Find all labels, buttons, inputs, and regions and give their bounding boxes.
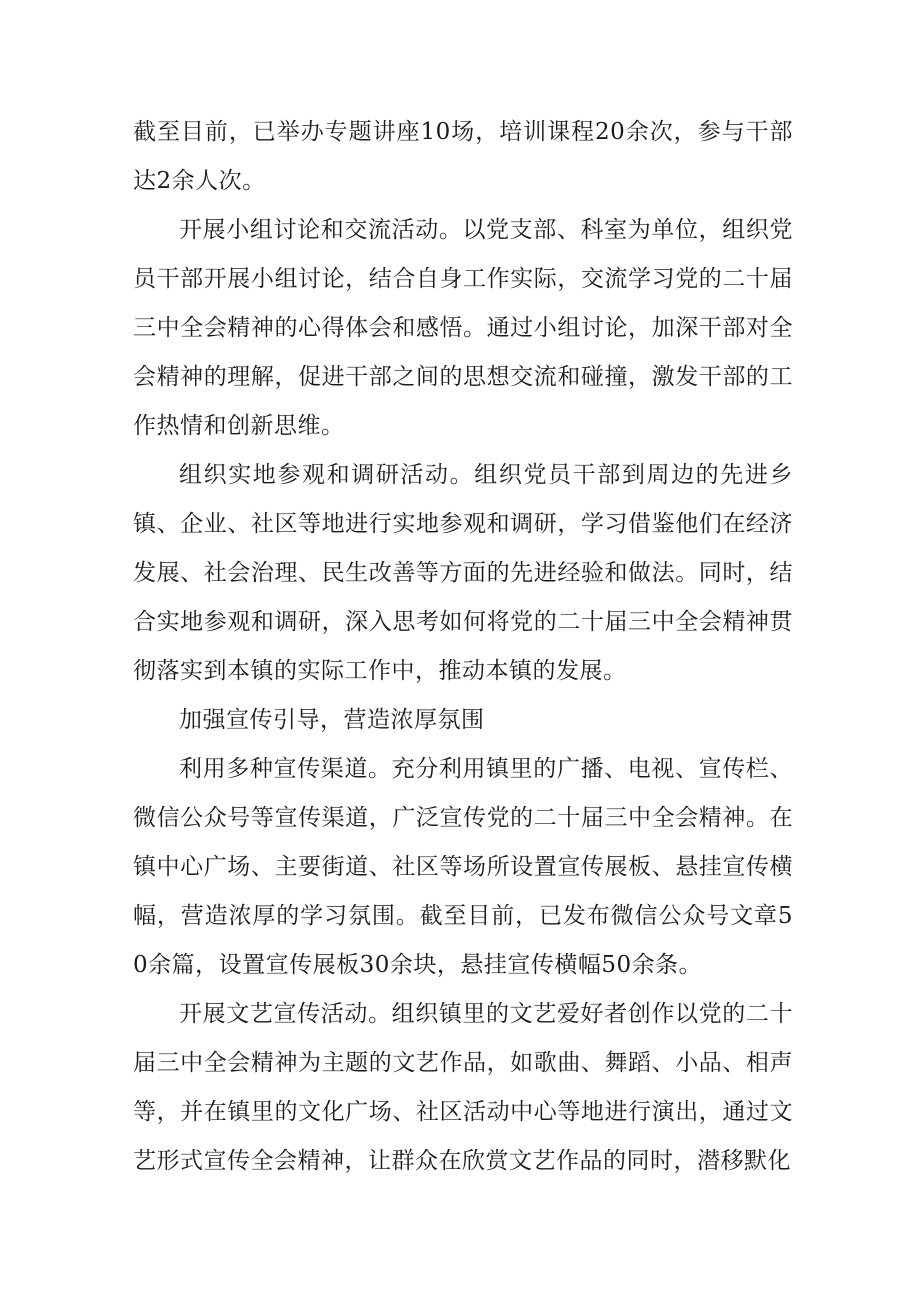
paragraph-group-discussion: 开展小组讨论和交流活动。以党支部、科室为单位，组织党员干部开展小组讨论，结合自身工作实际，交流学习党的二十届三中全会精神的心得体会和感悟。通过小组讨论，加深干部对全会精神的理解，促进干部之间的思想交流和碰撞，激发干部的工作热情和创新思维。 — [133, 217, 793, 439]
document-body — [133, 108, 793, 1186]
section-heading-publicity: 加强宣传引导，营造浓厚氛围 — [179, 707, 485, 733]
paragraph-publicity-channels: 利用多种宣传渠道。充分利用镇里的广播、电视、宣传栏、微信公众号等宣传渠道，广泛宣传党的二十届三中全会精神。在镇中心广场、主要街道、社区等场所设置宣传展板、悬挂宣传横幅，营造浓厚的学习氛围。截至目前，已发布微信公众号文章50余篇，设置宣传展板30余块，悬挂宣传横幅50余条。 — [133, 756, 793, 978]
paragraph-training-stats: 截至目前，已举办专题讲座10场，培训课程20余次，参与干部达2余人次。 — [133, 119, 793, 194]
paragraph-field-visit: 组织实地参观和调研活动。组织党员干部到周边的先进乡镇、企业、社区等地进行实地参观和调研，学习借鉴他们在经济发展、社会治理、民生改善等方面的先进经验和做法。同时，结合实地参观和调研，深入思考如何将党的二十届三中全会精神贯彻落实到本镇的实际工作中，推动本镇的发展。 — [133, 462, 793, 684]
paragraph-art-activities: 开展文艺宣传活动。组织镇里的文艺爱好者创作以党的二十届三中全会精神为主题的文艺作品，如歌曲、舞蹈、小品、相声等，并在镇里的文化广场、社区活动中心等地进行演出，通过文艺形式宣传全会精神，让群众在欣赏文艺作品的同时，潜移默化 — [133, 1001, 793, 1174]
